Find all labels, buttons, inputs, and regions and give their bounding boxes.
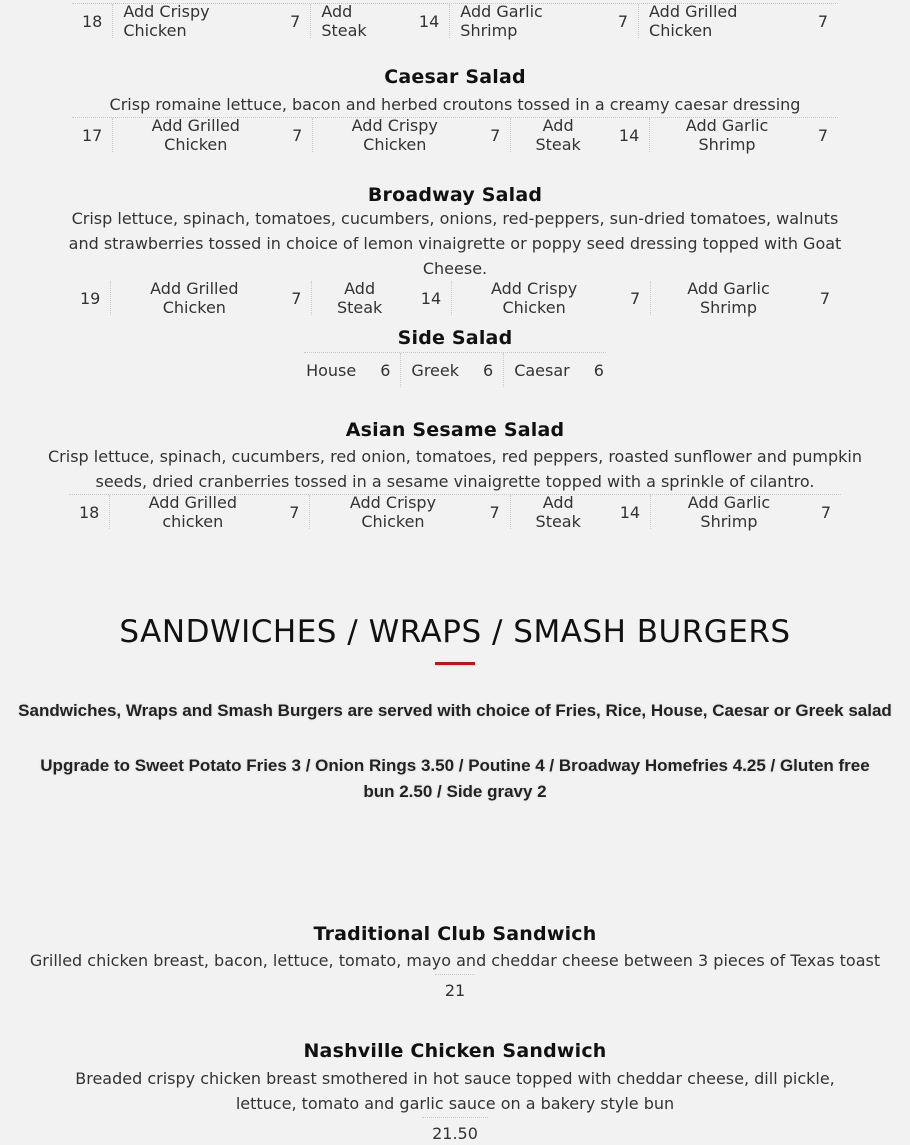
item-description: Breaded crispy chicken breast smothered in hot sauce topped with cheddar cheese, dill pickle, lettuce, tomato and garlic sauce on a bakery style bun: [75, 1069, 835, 1113]
section-title: SANDWICHES / WRAPS / SMASH BURGERS: [119, 614, 791, 650]
addon-label: Add Garlic Shrimp: [687, 279, 770, 317]
option-price: 6: [380, 360, 391, 380]
addon-price: 14: [418, 11, 440, 31]
item-description: Crisp lettuce, spinach, tomatoes, cucumbers, onions, red-peppers, sun-dried tomatoes, walnuts and strawberries tossed in choice of lemon vinaigrette or poppy seed dressing topped with Goat Cheese.: [68, 209, 842, 278]
addon-option[interactable]: [510, 495, 650, 529]
addon-price: 7: [489, 502, 500, 522]
addon-row: [69, 494, 841, 529]
addon-option[interactable]: [311, 281, 451, 315]
addon-option[interactable]: [451, 281, 650, 315]
item-price: 21: [435, 974, 475, 1000]
addon-option[interactable]: [110, 281, 311, 315]
addon-label: Add Crispy Chicken: [123, 2, 210, 40]
addon-option[interactable]: [649, 118, 838, 152]
addon-option[interactable]: [112, 4, 310, 38]
addon-row: [72, 3, 838, 38]
addon-price: 7: [817, 11, 829, 31]
addon-option[interactable]: [309, 495, 509, 529]
addon-option[interactable]: [650, 495, 841, 529]
addon-label: Add Garlic Shrimp: [687, 493, 771, 531]
section-note-upgrade-wrap: [0, 753, 910, 805]
item-description: Grilled chicken breast, bacon, lettuce, tomato, mayo and cheddar cheese between 3 pieces of Texas toast: [29, 951, 881, 970]
option-label: House: [306, 360, 357, 380]
base-price: 17: [82, 125, 103, 145]
addon-price: 7: [617, 11, 629, 31]
salad-item-caesar: [0, 66, 910, 152]
addon-price: 7: [820, 502, 831, 522]
item-title: Side Salad: [397, 327, 513, 349]
addon-price: 14: [619, 502, 641, 522]
addon-option[interactable]: [310, 4, 449, 38]
section-note-upgrade: Upgrade to Sweet Potato Fries 3 / Onion Rings 3.50 / Poutine 4 / Broadway Homefries 4.25 / Gluten free bun 2.50 / Side gravy 2: [40, 756, 870, 801]
addon-option[interactable]: [109, 495, 309, 529]
item-description: Crisp lettuce, spinach, cucumbers, red onion, tomatoes, red peppers, roasted sunflower and pumpkin seeds, dried cranberries tossed in a sesame vinaigrette topped with a sprinkle of cilantro.: [48, 447, 862, 491]
addon-row: [72, 117, 838, 152]
addon-label: Add Steak: [535, 493, 581, 531]
option-label: Greek: [411, 360, 459, 380]
addon-label: Add Grilled Chicken: [649, 2, 738, 40]
section-divider: [435, 662, 475, 665]
addon-option[interactable]: [510, 118, 649, 152]
addon-price: 7: [630, 288, 641, 308]
sandwich-item-nashville: [0, 1040, 910, 1143]
salad-item-side: [0, 327, 910, 387]
side-option[interactable]: [503, 353, 614, 387]
addon-label: Add Steak: [535, 116, 581, 154]
price-line: [0, 974, 910, 1000]
salad-item-asian-sesame: [0, 419, 910, 529]
item-title: Traditional Club Sandwich: [313, 923, 597, 945]
addon-label: Add Garlic Shrimp: [460, 2, 543, 40]
addon-label: Add Grilled Chicken: [150, 279, 239, 317]
option-price: 6: [483, 360, 494, 380]
addon-price: 14: [420, 288, 442, 308]
addon-price: 7: [819, 288, 830, 308]
addon-price: 7: [817, 125, 829, 145]
option-price: 6: [593, 360, 604, 380]
item-title: Nashville Chicken Sandwich: [303, 1040, 607, 1062]
base-price: 19: [80, 288, 101, 308]
section-sandwiches: [0, 614, 910, 665]
side-options-row: [304, 352, 606, 387]
addon-label: Add Grilled Chicken: [151, 116, 240, 154]
section-note-sides: Sandwiches, Wraps and Smash Burgers are served with choice of Fries, Rice, House, Caesar or Greek salad: [18, 701, 892, 720]
addon-label: Add Grilled chicken: [148, 493, 237, 531]
addon-label: Add Crispy Chicken: [351, 116, 438, 154]
addon-price: 7: [292, 125, 303, 145]
addon-option[interactable]: [449, 4, 638, 38]
sandwich-item-club: [0, 923, 910, 1000]
addon-label: Add Crispy Chicken: [349, 493, 437, 531]
addon-price: 7: [291, 288, 302, 308]
addon-label: Add Steak: [321, 2, 367, 40]
addon-option[interactable]: [650, 281, 840, 315]
item-title: Asian Sesame Salad: [345, 419, 565, 441]
addon-option[interactable]: [312, 118, 510, 152]
addon-option[interactable]: [638, 4, 838, 38]
item-title: Caesar Salad: [384, 66, 526, 88]
addon-label: Add Crispy Chicken: [490, 279, 578, 317]
price-line: [0, 1117, 910, 1143]
addon-option[interactable]: [112, 118, 312, 152]
base-price: 18: [82, 11, 103, 31]
addon-label: Add Steak: [336, 279, 383, 317]
salad-item-broadway: [0, 184, 910, 315]
item-description: Crisp romaine lettuce, bacon and herbed croutons tossed in a creamy caesar dressing: [109, 95, 801, 114]
base-price: 18: [79, 502, 100, 522]
side-option[interactable]: [296, 353, 400, 387]
addon-price: 7: [290, 11, 301, 31]
addon-price: 14: [618, 125, 640, 145]
item-title: Broadway Salad: [367, 184, 543, 206]
side-option[interactable]: [400, 353, 503, 387]
addon-price: 7: [289, 502, 300, 522]
addon-row: [70, 281, 840, 315]
option-label: Caesar: [514, 360, 570, 380]
addon-price: 7: [490, 125, 501, 145]
addon-label: Add Garlic Shrimp: [685, 116, 769, 154]
salad-item-partial: [0, 3, 910, 38]
item-price: 21.50: [422, 1117, 488, 1143]
